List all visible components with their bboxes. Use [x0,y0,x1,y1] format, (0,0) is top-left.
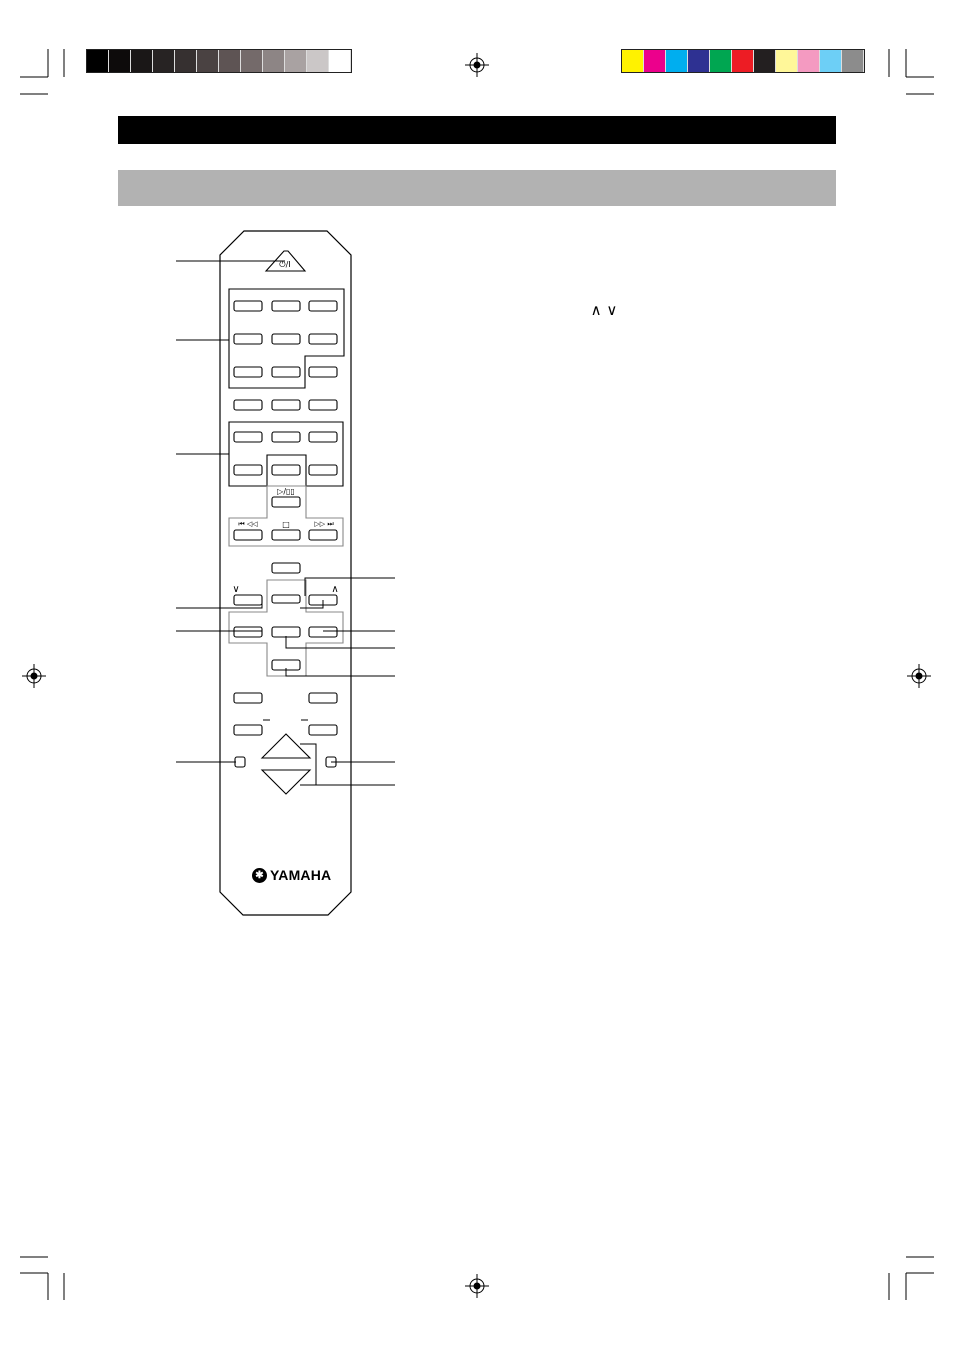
up-symbol: ∧ [331,584,339,595]
tuning-fork-icon: ✱ [252,868,267,883]
remote-button[interactable] [309,627,337,637]
remote-button[interactable] [309,465,337,475]
remote-button[interactable] [309,367,337,377]
crop-marks [20,49,934,1300]
remote-button[interactable] [234,693,262,703]
remote-button[interactable] [234,465,262,475]
remote-button[interactable] [272,530,300,540]
brand-logo [252,867,331,883]
volume-down-button [262,770,310,794]
remote-button[interactable] [272,465,300,475]
play-pause-symbol: ▷/▯▯ [277,487,295,496]
remote-button[interactable] [309,400,337,410]
prev-symbol: ⏮ ◁◁ [238,520,258,528]
remote-button[interactable] [272,432,300,442]
remote-button[interactable] [235,757,245,767]
remote-button[interactable] [272,497,300,507]
stop-symbol: □ [282,520,290,529]
remote-button[interactable] [234,530,262,540]
remote-button[interactable] [234,334,262,344]
remote-button[interactable] [272,367,300,377]
remote-button[interactable] [272,627,300,637]
power-symbol: ⏻/I [279,260,291,269]
remote-button[interactable] [309,725,337,735]
remote-button[interactable] [309,693,337,703]
remote-button[interactable] [272,334,300,344]
next-symbol: ▷▷ ⏭ [314,520,334,528]
volume-up-button [262,734,310,758]
remote-button[interactable] [234,432,262,442]
remote-button[interactable] [272,301,300,311]
brand-name: YAMAHA [270,867,332,883]
remote-button[interactable] [234,627,262,637]
remote-button[interactable] [272,595,300,603]
remote-button[interactable] [234,595,262,605]
remote-button[interactable] [234,400,262,410]
remote-button[interactable] [309,334,337,344]
down-symbol: ∨ [232,584,240,595]
remote-button[interactable] [234,367,262,377]
registration-marks [22,53,931,1298]
remote-button[interactable] [272,563,300,573]
remote-button[interactable] [234,725,262,735]
arrow-symbols: ∧ ∨ [590,301,618,319]
remote-button[interactable] [309,432,337,442]
remote-button[interactable] [309,530,337,540]
remote-button[interactable] [309,301,337,311]
remote-button[interactable] [272,400,300,410]
remote-button[interactable] [234,301,262,311]
